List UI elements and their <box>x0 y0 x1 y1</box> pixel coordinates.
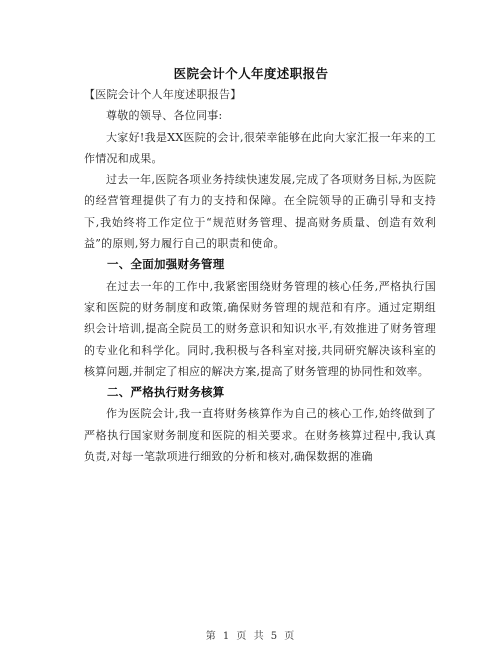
document-title: 医院会计个人年度述职报告 <box>173 66 329 81</box>
paragraph-intro: 大家好!我是XX医院的会计,很荣幸能够在此向大家汇报一年来的工作情况和成果。 <box>84 130 436 165</box>
paragraph-accounting: 作为医院会计,我一直将财务核算作为自己的核心工作,始终做到了严格执行国家财务制度和医院的相关要求。在财务核算过程中,我认真负责,对每一笔款项进行细致的分析和核对,确保数据的准确 <box>84 407 436 464</box>
greeting-line: 尊敬的领导、各位同事: <box>106 109 223 123</box>
paragraph-financial-management: 在过去一年的工作中,我紧密围绕财务管理的核心任务,严格执行国家和医院的财务制度和政策,确保财务管理的规范和有序。通过定期组织会计培训,提高全院员工的财务意识和知识水平,有效推进了财务管理的专业化和科学化。同时,我积极与各科室对接,共同研究解决该科室的核算问题,并制定了相应的解决方案,提高了财务管理的协同性和效率。 <box>84 279 436 378</box>
page-number-footer: 第 1 页 共 5 页 <box>205 631 297 642</box>
document-subtitle: 【医院会计个人年度述职报告】 <box>84 88 242 101</box>
document-body <box>84 84 436 467</box>
paragraph-overview: 过去一年,医院各项业务持续快速发展,完成了各项财务目标,为医院的经营管理提供了有力的支持和保障。在全院领导的正确引导和支持下,我始终将工作定位于“规范财务管理、提高财务质量、创造有效利益”的原则,努力履行自己的职责和使命。 <box>84 173 436 251</box>
section-heading-financial-management: 一、全面加强财务管理 <box>107 257 225 272</box>
section-heading-accounting: 二、严格执行财务核算 <box>107 385 225 400</box>
